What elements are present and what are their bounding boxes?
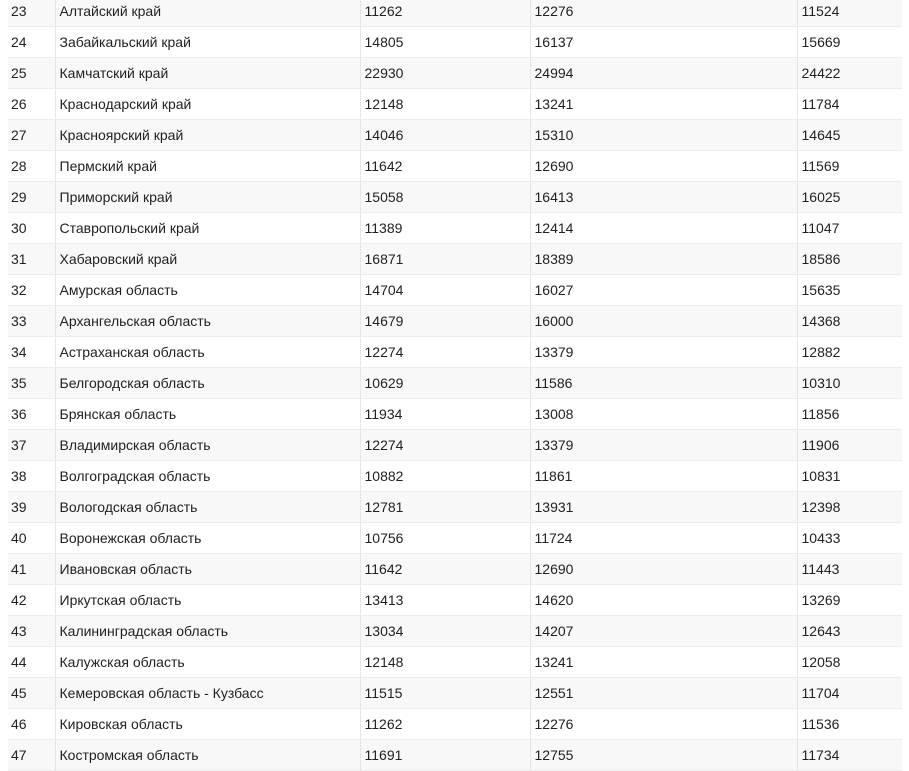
value-3-cell: 14645 xyxy=(797,120,902,151)
region-name-cell: Владимирская область xyxy=(55,430,360,461)
row-number-cell: 38 xyxy=(8,461,55,492)
value-3-cell: 11047 xyxy=(797,213,902,244)
value-3-cell: 11536 xyxy=(797,709,902,740)
row-number-cell: 32 xyxy=(8,275,55,306)
value-2-cell: 13241 xyxy=(530,647,797,678)
value-2-cell: 16027 xyxy=(530,275,797,306)
value-3-cell: 11734 xyxy=(797,740,902,771)
value-3-cell: 11704 xyxy=(797,678,902,709)
region-name-cell: Камчатский край xyxy=(55,58,360,89)
region-name-cell: Иркутская область xyxy=(55,585,360,616)
row-number-cell: 28 xyxy=(8,151,55,182)
value-1-cell: 11691 xyxy=(360,740,530,771)
value-1-cell: 11515 xyxy=(360,678,530,709)
value-1-cell: 15058 xyxy=(360,182,530,213)
value-3-cell: 14368 xyxy=(797,306,902,337)
value-3-cell: 15669 xyxy=(797,27,902,58)
value-2-cell: 15310 xyxy=(530,120,797,151)
table-row xyxy=(8,647,902,678)
value-3-cell: 18586 xyxy=(797,244,902,275)
data-table-container xyxy=(8,0,902,771)
value-1-cell: 13413 xyxy=(360,585,530,616)
value-2-cell: 13241 xyxy=(530,89,797,120)
value-3-cell: 15635 xyxy=(797,275,902,306)
region-name-cell: Ивановская область xyxy=(55,554,360,585)
region-name-cell: Кировская область xyxy=(55,709,360,740)
row-number-cell: 40 xyxy=(8,523,55,554)
value-1-cell: 11262 xyxy=(360,709,530,740)
row-number-cell: 23 xyxy=(8,0,55,27)
table-row xyxy=(8,678,902,709)
regions-table xyxy=(8,0,902,771)
value-2-cell: 24994 xyxy=(530,58,797,89)
row-number-cell: 47 xyxy=(8,740,55,771)
value-1-cell: 12148 xyxy=(360,647,530,678)
value-1-cell: 14679 xyxy=(360,306,530,337)
row-number-cell: 43 xyxy=(8,616,55,647)
region-name-cell: Вологодская область xyxy=(55,492,360,523)
table-row xyxy=(8,151,902,182)
table-row xyxy=(8,616,902,647)
region-name-cell: Калужская область xyxy=(55,647,360,678)
value-3-cell: 12643 xyxy=(797,616,902,647)
table-row xyxy=(8,27,902,58)
value-1-cell: 14704 xyxy=(360,275,530,306)
value-3-cell: 12058 xyxy=(797,647,902,678)
table-row xyxy=(8,461,902,492)
value-3-cell: 12882 xyxy=(797,337,902,368)
value-3-cell: 10433 xyxy=(797,523,902,554)
table-row xyxy=(8,120,902,151)
value-1-cell: 12274 xyxy=(360,430,530,461)
row-number-cell: 33 xyxy=(8,306,55,337)
value-1-cell: 10629 xyxy=(360,368,530,399)
row-number-cell: 36 xyxy=(8,399,55,430)
region-name-cell: Приморский край xyxy=(55,182,360,213)
region-name-cell: Красноярский край xyxy=(55,120,360,151)
table-row xyxy=(8,740,902,771)
row-number-cell: 46 xyxy=(8,709,55,740)
row-number-cell: 44 xyxy=(8,647,55,678)
value-3-cell: 11784 xyxy=(797,89,902,120)
table-row xyxy=(8,306,902,337)
value-1-cell: 12274 xyxy=(360,337,530,368)
value-1-cell: 14046 xyxy=(360,120,530,151)
value-1-cell: 12781 xyxy=(360,492,530,523)
value-3-cell: 11569 xyxy=(797,151,902,182)
value-3-cell: 16025 xyxy=(797,182,902,213)
value-1-cell: 11642 xyxy=(360,554,530,585)
table-row xyxy=(8,213,902,244)
row-number-cell: 25 xyxy=(8,58,55,89)
table-row xyxy=(8,399,902,430)
value-1-cell: 11934 xyxy=(360,399,530,430)
value-2-cell: 11861 xyxy=(530,461,797,492)
row-number-cell: 39 xyxy=(8,492,55,523)
region-name-cell: Забайкальский край xyxy=(55,27,360,58)
row-number-cell: 26 xyxy=(8,89,55,120)
value-3-cell: 10831 xyxy=(797,461,902,492)
region-name-cell: Кемеровская область - Кузбасс xyxy=(55,678,360,709)
region-name-cell: Амурская область xyxy=(55,275,360,306)
value-2-cell: 12755 xyxy=(530,740,797,771)
value-2-cell: 12414 xyxy=(530,213,797,244)
value-2-cell: 14207 xyxy=(530,616,797,647)
region-name-cell: Воронежская область xyxy=(55,523,360,554)
table-row xyxy=(8,58,902,89)
value-1-cell: 13034 xyxy=(360,616,530,647)
value-2-cell: 16413 xyxy=(530,182,797,213)
table-row xyxy=(8,275,902,306)
value-1-cell: 11389 xyxy=(360,213,530,244)
value-2-cell: 12690 xyxy=(530,151,797,182)
value-3-cell: 13269 xyxy=(797,585,902,616)
value-1-cell: 10756 xyxy=(360,523,530,554)
table-row xyxy=(8,368,902,399)
region-name-cell: Архангельская область xyxy=(55,306,360,337)
table-row xyxy=(8,182,902,213)
value-2-cell: 16137 xyxy=(530,27,797,58)
row-number-cell: 41 xyxy=(8,554,55,585)
row-number-cell: 31 xyxy=(8,244,55,275)
value-3-cell: 11906 xyxy=(797,430,902,461)
value-2-cell: 13931 xyxy=(530,492,797,523)
value-2-cell: 12690 xyxy=(530,554,797,585)
value-1-cell: 10882 xyxy=(360,461,530,492)
region-name-cell: Волгоградская область xyxy=(55,461,360,492)
row-number-cell: 30 xyxy=(8,213,55,244)
row-number-cell: 35 xyxy=(8,368,55,399)
value-2-cell: 11724 xyxy=(530,523,797,554)
value-2-cell: 13379 xyxy=(530,430,797,461)
value-3-cell: 10310 xyxy=(797,368,902,399)
region-name-cell: Ставропольский край xyxy=(55,213,360,244)
table-row xyxy=(8,244,902,275)
value-2-cell: 12551 xyxy=(530,678,797,709)
table-row xyxy=(8,337,902,368)
value-2-cell: 14620 xyxy=(530,585,797,616)
table-row xyxy=(8,709,902,740)
value-1-cell: 11642 xyxy=(360,151,530,182)
region-name-cell: Брянская область xyxy=(55,399,360,430)
value-1-cell: 16871 xyxy=(360,244,530,275)
table-row xyxy=(8,492,902,523)
table-row xyxy=(8,554,902,585)
region-name-cell: Краснодарский край xyxy=(55,89,360,120)
value-1-cell: 22930 xyxy=(360,58,530,89)
value-1-cell: 14805 xyxy=(360,27,530,58)
region-name-cell: Костромская область xyxy=(55,740,360,771)
value-2-cell: 12276 xyxy=(530,709,797,740)
table-body xyxy=(8,0,902,771)
table-row xyxy=(8,585,902,616)
row-number-cell: 37 xyxy=(8,430,55,461)
region-name-cell: Калининградская область xyxy=(55,616,360,647)
row-number-cell: 24 xyxy=(8,27,55,58)
value-3-cell: 11856 xyxy=(797,399,902,430)
value-2-cell: 13008 xyxy=(530,399,797,430)
value-2-cell: 18389 xyxy=(530,244,797,275)
row-number-cell: 42 xyxy=(8,585,55,616)
value-3-cell: 11524 xyxy=(797,0,902,27)
value-1-cell: 11262 xyxy=(360,0,530,27)
table-row xyxy=(8,523,902,554)
row-number-cell: 34 xyxy=(8,337,55,368)
row-number-cell: 45 xyxy=(8,678,55,709)
table-row xyxy=(8,0,902,27)
table-row xyxy=(8,430,902,461)
value-2-cell: 16000 xyxy=(530,306,797,337)
value-3-cell: 12398 xyxy=(797,492,902,523)
value-2-cell: 13379 xyxy=(530,337,797,368)
region-name-cell: Белгородская область xyxy=(55,368,360,399)
value-2-cell: 12276 xyxy=(530,0,797,27)
row-number-cell: 29 xyxy=(8,182,55,213)
value-3-cell: 11443 xyxy=(797,554,902,585)
region-name-cell: Астраханская область xyxy=(55,337,360,368)
region-name-cell: Алтайский край xyxy=(55,0,360,27)
region-name-cell: Хабаровский край xyxy=(55,244,360,275)
region-name-cell: Пермский край xyxy=(55,151,360,182)
value-1-cell: 12148 xyxy=(360,89,530,120)
row-number-cell: 27 xyxy=(8,120,55,151)
value-3-cell: 24422 xyxy=(797,58,902,89)
table-row xyxy=(8,89,902,120)
value-2-cell: 11586 xyxy=(530,368,797,399)
